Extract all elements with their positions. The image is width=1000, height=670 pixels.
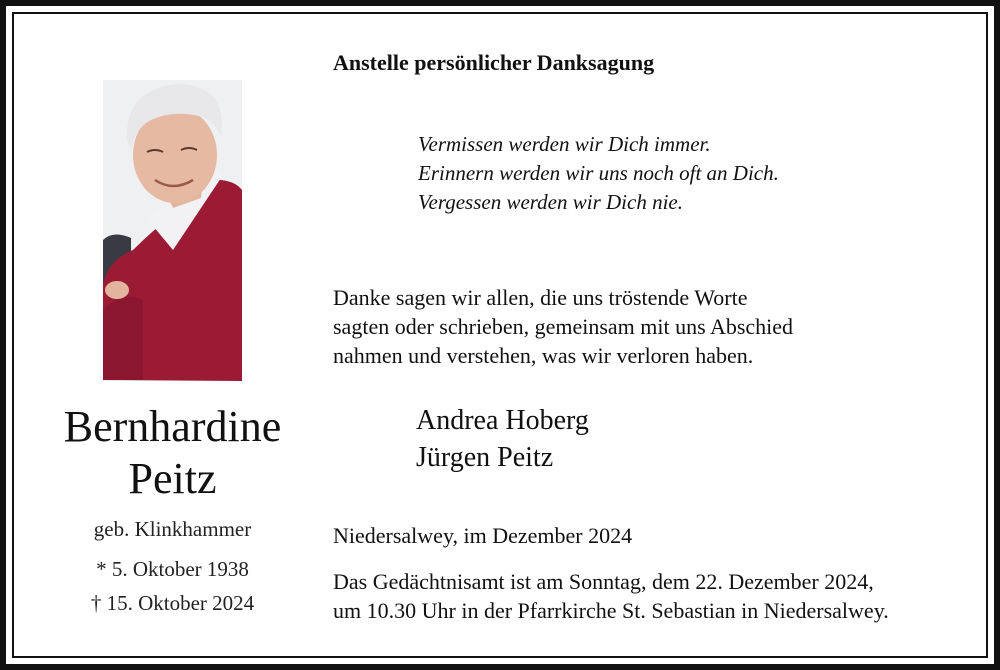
signer-name: Andrea Hoberg xyxy=(416,405,589,436)
birth-name: geb. Klinkhammer xyxy=(93,517,252,541)
poem-line: Erinnern werden wir uns noch oft an Dich. xyxy=(418,161,779,185)
death-date: † 15. Oktober 2024 xyxy=(90,591,255,615)
poem-line: Vermissen werden wir Dich immer. xyxy=(418,132,711,156)
signer-name: Jürgen Peitz xyxy=(416,442,554,473)
poem-line: Vergessen werden wir Dich nie. xyxy=(418,190,683,214)
service-line: um 10.30 Uhr in der Pfarrkirche St. Sebastian in Niedersalwey. xyxy=(333,598,889,623)
service-line: Das Gedächtnisamt ist am Sonntag, dem 22. Dezember 2024, xyxy=(333,569,874,594)
thanks-line: sagten oder schrieben, gemeinsam mit uns Abschied xyxy=(333,314,794,339)
thanks-paragraph xyxy=(333,283,793,370)
service-notice xyxy=(333,567,889,625)
poem xyxy=(418,130,779,217)
portrait-photo xyxy=(103,80,242,381)
place-date: Niedersalwey, im Dezember 2024 xyxy=(333,523,633,548)
thanks-line: nahmen und verstehen, was wir verloren haben. xyxy=(333,343,754,368)
deceased-last-name: Peitz xyxy=(128,454,217,503)
thanks-line: Danke sagen wir allen, die uns tröstende Worte xyxy=(333,285,748,310)
deceased-first-name: Bernhardine xyxy=(63,402,282,451)
birth-date: * 5. Oktober 1938 xyxy=(96,557,249,581)
heading: Anstelle persönlicher Danksagung xyxy=(333,50,655,75)
portrait-illustration xyxy=(103,80,242,381)
